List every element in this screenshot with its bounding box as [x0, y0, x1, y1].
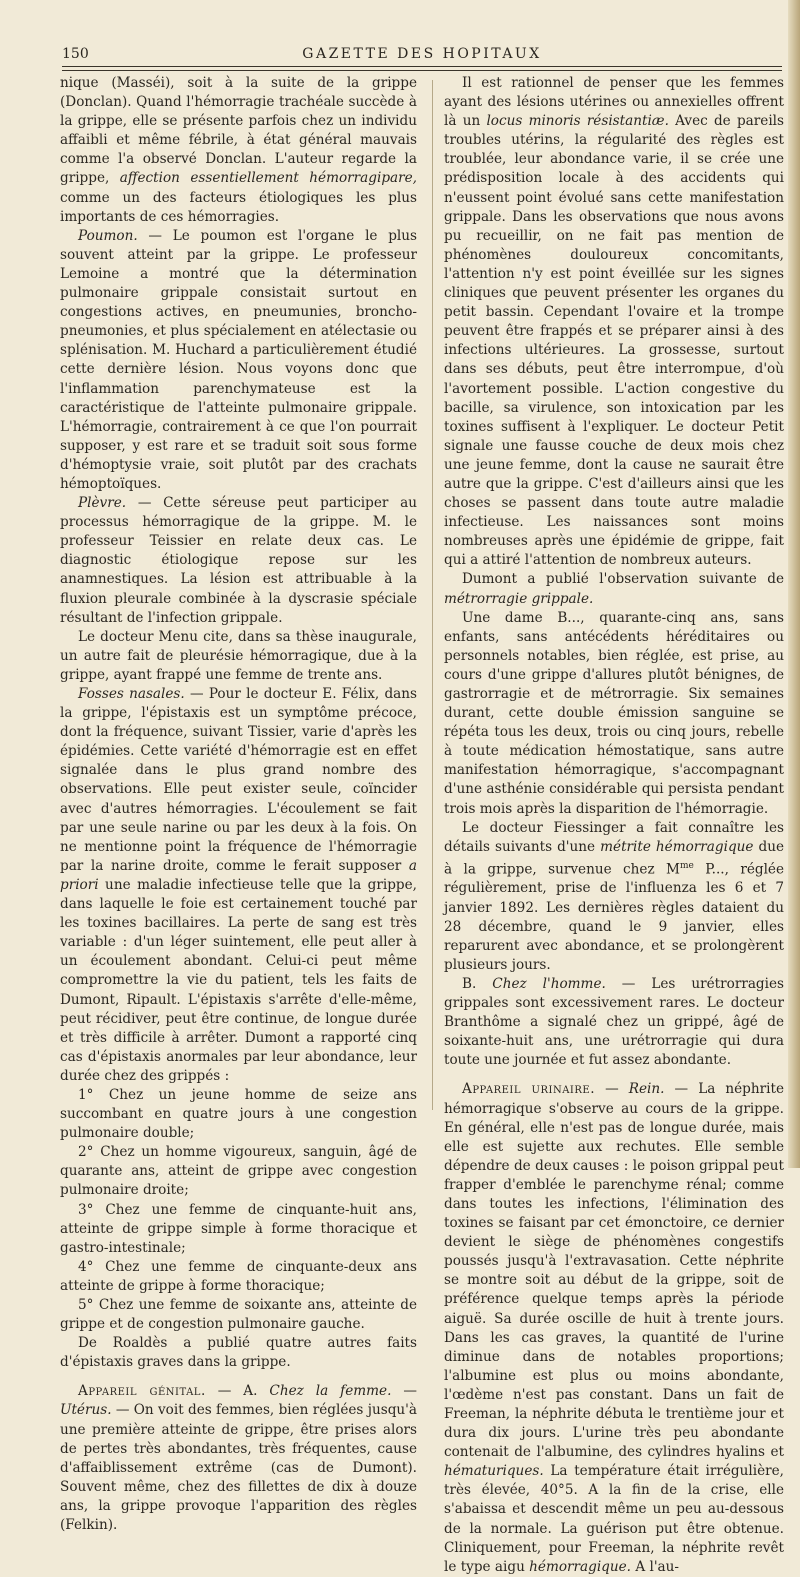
paragraph-fosses-nasales: Fosses nasales. — Pour le docteur E. Félix, dans la grippe, l'épistaxis est un symptôme précoce, dont la fréquence, suivant Tissier, varie d'après les épidémies. Cette variété d'hémorragie est en effet signalée dans le plus grand nombre des observations. Elle peut exister seule, coïncider avec d'autres hémorragies. L'écoulement se fait par une seule narine ou par les deux à la fois. On ne mentionne point la fréquence de l'hémorragie par la narine droite, comme le ferait supposer a priori une maladie infectieuse telle que la grippe, dans laquelle le foie est certainement touché par les toxines bacillaires. La perte de sang est très variable : d'un léger suintement, elle peut aller à un écoulement abondant. Celui-ci peut même compromettre la vie du patient, tels les faits de Dumont, Ripault. L'épistaxis s'arrête d'elle-même, peut récidiver, peut être continue, de longue durée et très difficile à arrêter. Dumont a rapporté cinq cas d'épistaxis anormales par leur abondance, leur durée chez des grippés : [60, 686, 417, 1084]
paragraph-roaldes: De Roaldès a publié quatre autres faits d'épistaxis graves dans la grippe. [60, 1335, 417, 1371]
header-rule-thick [62, 66, 782, 67]
page-edge-shadow [788, 0, 800, 1168]
paragraph-dumont: Dumont a publié l'observation suivante de métrorragie grippale. [444, 571, 784, 607]
paragraph-fiessinger: Le docteur Fiessinger a fait connaître les détails suivants d'une métrite hémorragique due à la grippe, survenue chez $M^{me}$ P..., réglée régulièrement, prise de l'influenza les 6 et 7 janvier 1892. Les dernières règles dataient du 28 décembre, quand le 9 janvier, elles reparurent avec abondance, et se prolongèrent plusieurs jours. [444, 819, 785, 973]
list-item: 5° Chez une femme de soixante ans, atteinte de grippe et de congestion pulmonaire gauche. [60, 1297, 417, 1333]
section-heading-appareil-urinaire: Appareil urinaire. [462, 1081, 596, 1098]
page-number: 150 [62, 46, 89, 62]
list-item: 4° Chez une femme de cinquante-deux ans atteinte de grippe à forme thoracique; [60, 1258, 417, 1294]
section-heading-fosses-nasales: Fosses nasales. [78, 686, 185, 702]
left-column [60, 74, 417, 1535]
paragraph-plevre: Plèvre. — Cette séreuse peut participer au processus hémorragique de la grippe. M. le professeur Teissier en relate deux cas. Le diagnostic étiologique repose sur les anamnestiques. La lésion est attribuable à la fluxion pleurale combinée à la dyscrasie spéciale résultant de l'infection grippale. [60, 495, 417, 626]
column-divider [432, 80, 433, 1110]
page-header [62, 38, 782, 66]
paragraph-appareil-genital: Appareil génital. — A. Chez la femme. — Utérus. — On voit des femmes, bien réglées jusqu'à une première atteinte de grippe, être prises alors de pertes très abondantes, très fréquentes, cause d'affaiblissement extrême (cas de Dumont). Souvent même, chez des fillettes de dix à douze ans, la grippe provoque l'apparition des règles (Felkin). [60, 1383, 417, 1534]
list-item: 1° Chez un jeune homme de seize ans succombant en quatre jours à une congestion pulmonaire double; [60, 1086, 417, 1142]
section-heading-appareil-genital: Appareil génital. [78, 1383, 206, 1400]
running-title: GAZETTE DES HOPITAUX [302, 46, 542, 62]
paragraph-chez-homme: B. Chez l'homme. — Les urétrorragies grippales sont excessivement rares. Le docteur Branthôme a signalé chez un grippé, âgé de soixante-huit ans, une urétrorragie qui dura toute une journée et fut assez abondante. [444, 975, 784, 1069]
header-rule-thin [62, 70, 782, 71]
paragraph-lesions-uterines: Il est rationnel de penser que les femmes ayant des lésions utérines ou annexielles offrent là un locus minoris résistantiæ. Avec de pareils troubles utérins, la régularité des règles est troublée, leur abondance varie, il se crée une prédisposition locale à des accidents qui n'eussent point évolué sans cette manifestation grippale. Dans les observations que nous avons pu recueillir, on ne fait pas mention de phénomènes douloureux concomitants, l'attention n'y est point éveillée sur les signes cliniques que peuvent présenter les organes du petit bassin. Cependant l'ovaire et la trompe peuvent être frappés et se préparer ainsi à des infections ultérieures. La grossesse, surtout dans ses débuts, peut être interrompue, d'où l'avortement possible. L'action congestive du bacille, sa virulence, son intoxication par les toxines suffisent à l'expliquer. Le docteur Petit signale une fausse couche de deux mois chez une jeune femme, dont la cause ne saurait être autre que la grippe. C'est d'ailleurs ainsi que les choses se passent dans toute autre maladie infectieuse. Les naissances sont moins nombreuses après une épidémie de grippe, fait qui a attiré l'attention de nombreux auteurs. [444, 75, 784, 569]
paragraph-trachea: nique (Masséi), soit à la suite de la grippe (Donclan). Quand l'hémorragie trachéale succède à la grippe, elle se présente parfois chez un individu affaibli et même fébrile, à état général mauvais comme l'a observé Donclan. L'auteur regarde la grippe, affection essentiellement hémorragipare, comme un des facteurs étiologiques les plus importants de ces hémorragies. [60, 75, 417, 225]
right-column [444, 74, 784, 1577]
section-heading-plevre: Plèvre. [78, 495, 127, 512]
paragraph-menu: Le docteur Menu cite, dans sa thèse inaugurale, un autre fait de pleurésie hémorragique, due à la grippe, ayant frappé une femme de trente ans. [60, 628, 417, 683]
list-item: 2° Chez un homme vigoureux, sanguin, âgé de quarante ans, atteint de grippe avec congestion pulmonaire droite; [60, 1144, 417, 1199]
paragraph-poumon: Poumon. — Le poumon est l'organe le plus souvent atteint par la grippe. Le professeur Lemoine a montré que la détermination pulmonaire grippale consistait surtout en congestions actives, en pneumunies, broncho-pneumonies, et plus spécialement en atélectasie ou splénisation. M. Huchard a particulièrement étudié cette dernière lésion. Nous voyons donc que l'inflammation parenchymateuse est la caractéristique de l'atteinte pulmonaire grippale. L'hémorragie, contrairement à ce que l'on pourrait supposer, y est rare et se traduit soit sous forme d'hémoptysie vraie, soit plutôt par des crachats hémoptoïques. [60, 227, 417, 492]
paragraph-observation-b: Une dame B..., quarante-cinq ans, sans enfants, sans antécédents héréditaires ou personnels notables, bien réglée, est prise, au cours d'une grippe d'allures plutôt bénignes, de gastrorragie et de métrorragie. Six semaines durant, cette double émission sanguine se répéta tous les deux, trois ou cinq jours, rebelle à toute médication hémostatique, sans autre manifestation hémorragique, s'accompagnant d'une asthénie considérable qui persista pendant trois mois après la disparition de l'hémorragie. [444, 609, 784, 817]
section-heading-poumon: Poumon. [78, 227, 138, 244]
list-item: 3° Chez une femme de cinquante-huit ans, atteinte de grippe simple à forme thoracique et gastro-intestinale; [60, 1201, 417, 1256]
paragraph-appareil-urinaire: Appareil urinaire. — Rein. — La néphrite hémorragique s'observe au cours de la grippe. En général, elle n'est pas de longue durée, mais elle est sujette aux rechutes. Elle semble dépendre de deux causes : le poison grippal peut frapper d'emblée le parenchyme rénal; comme dans toutes les infections, l'élimination des toxines se faisant par cet émonctoire, ce dernier devient le siège de phénomènes congestifs poussés jusqu'à l'extravasation. Cette néphrite se montre soit au début de la grippe, soit de préférence quelque temps après la période aiguë. Sa durée oscille de huit à trente jours. Dans les cas graves, la quantité de l'urine diminue dans de notables proportions; l'albumine est plus ou moins abondante, l'œdème n'est pas constant. Dans un fait de Freeman, la néphrite débuta le trentième jour et dura dix jours. L'urine très peu abondante contenait de l'albumine, des cylindres hyalins et hématuriques. La température était irrégulière, très élevée, 40°5. A la fin de la crise, elle s'abaissa et descendit même un peu au-dessous de la normale. La guérison put être obtenue. Cliniquement, pour Freeman, la néphrite revêt le type aigu hémorragique. A l'au- [444, 1081, 784, 1575]
